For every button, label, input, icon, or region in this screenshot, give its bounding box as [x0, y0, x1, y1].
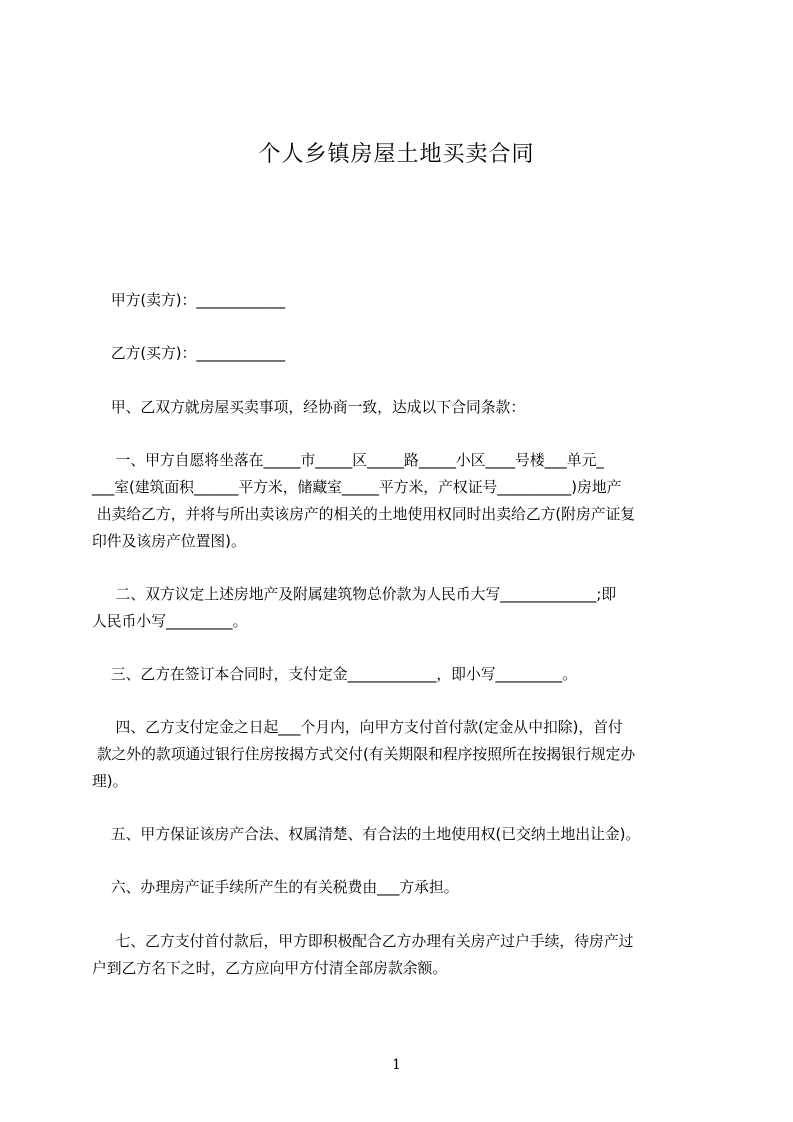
party-a-line: 甲方(卖方)：____________	[92, 292, 286, 309]
clause-4-line-3: 理)。	[92, 773, 128, 790]
clause-4-line-1: 四、乙方支付定金之日起___个月内，向甲方支付首付款(定金从中扣除)，首付	[92, 719, 623, 736]
page-number: 1	[392, 1057, 401, 1073]
page-title: 个人乡镇房屋土地买卖合同	[258, 142, 535, 167]
clause-2-line-2: 人民币小写_________。	[92, 613, 248, 630]
clause-1-line-4: 印件及该房产位置图)。	[92, 533, 246, 550]
clause-7-line-1: 七、乙方支付首付款后，甲方即积极配合乙方办理有关房产过户手续，待房产过	[92, 933, 634, 950]
clause-6-line-1: 六、办理房产证手续所产生的有关税费由___方承担。	[92, 879, 459, 896]
clause-5-line-1: 五、甲方保证该房产合法、权属清楚、有合法的土地使用权(已交纳土地出让金)。	[92, 826, 641, 843]
party-b-line: 乙方(买方)：____________	[92, 345, 286, 362]
preamble-line: 甲、乙双方就房屋买卖事项，经协商一致，达成以下合同条款：	[92, 399, 526, 416]
clause-1-line-2: ___室(建筑面积______平方米，储藏室_____平方米，产权证号__________)房地产	[92, 479, 622, 496]
clause-1-line-1: 一、甲方自愿将坐落在_____市_____区_____路_____小区____号楼___单元_	[92, 452, 604, 469]
clause-3-line-1: 三、乙方在签订本合同时，支付定金____________，即小写_________。	[92, 666, 577, 683]
clause-7-line-2: 户到乙方名下之时，乙方应向甲方付清全部房款余额。	[92, 960, 448, 977]
clause-4-line-2: 款之外的款项通过银行住房按揭方式交付(有关期限和程序按照所在按揭银行规定办	[92, 746, 636, 763]
clause-2-line-1: 二、双方议定上述房地产及附属建筑物总价款为人民币大写_____________;即	[92, 586, 617, 603]
clause-1-line-3: 出卖给乙方，并将与所出卖该房产的相关的土地使用权同时出卖给乙方(附房产证复	[92, 506, 636, 523]
